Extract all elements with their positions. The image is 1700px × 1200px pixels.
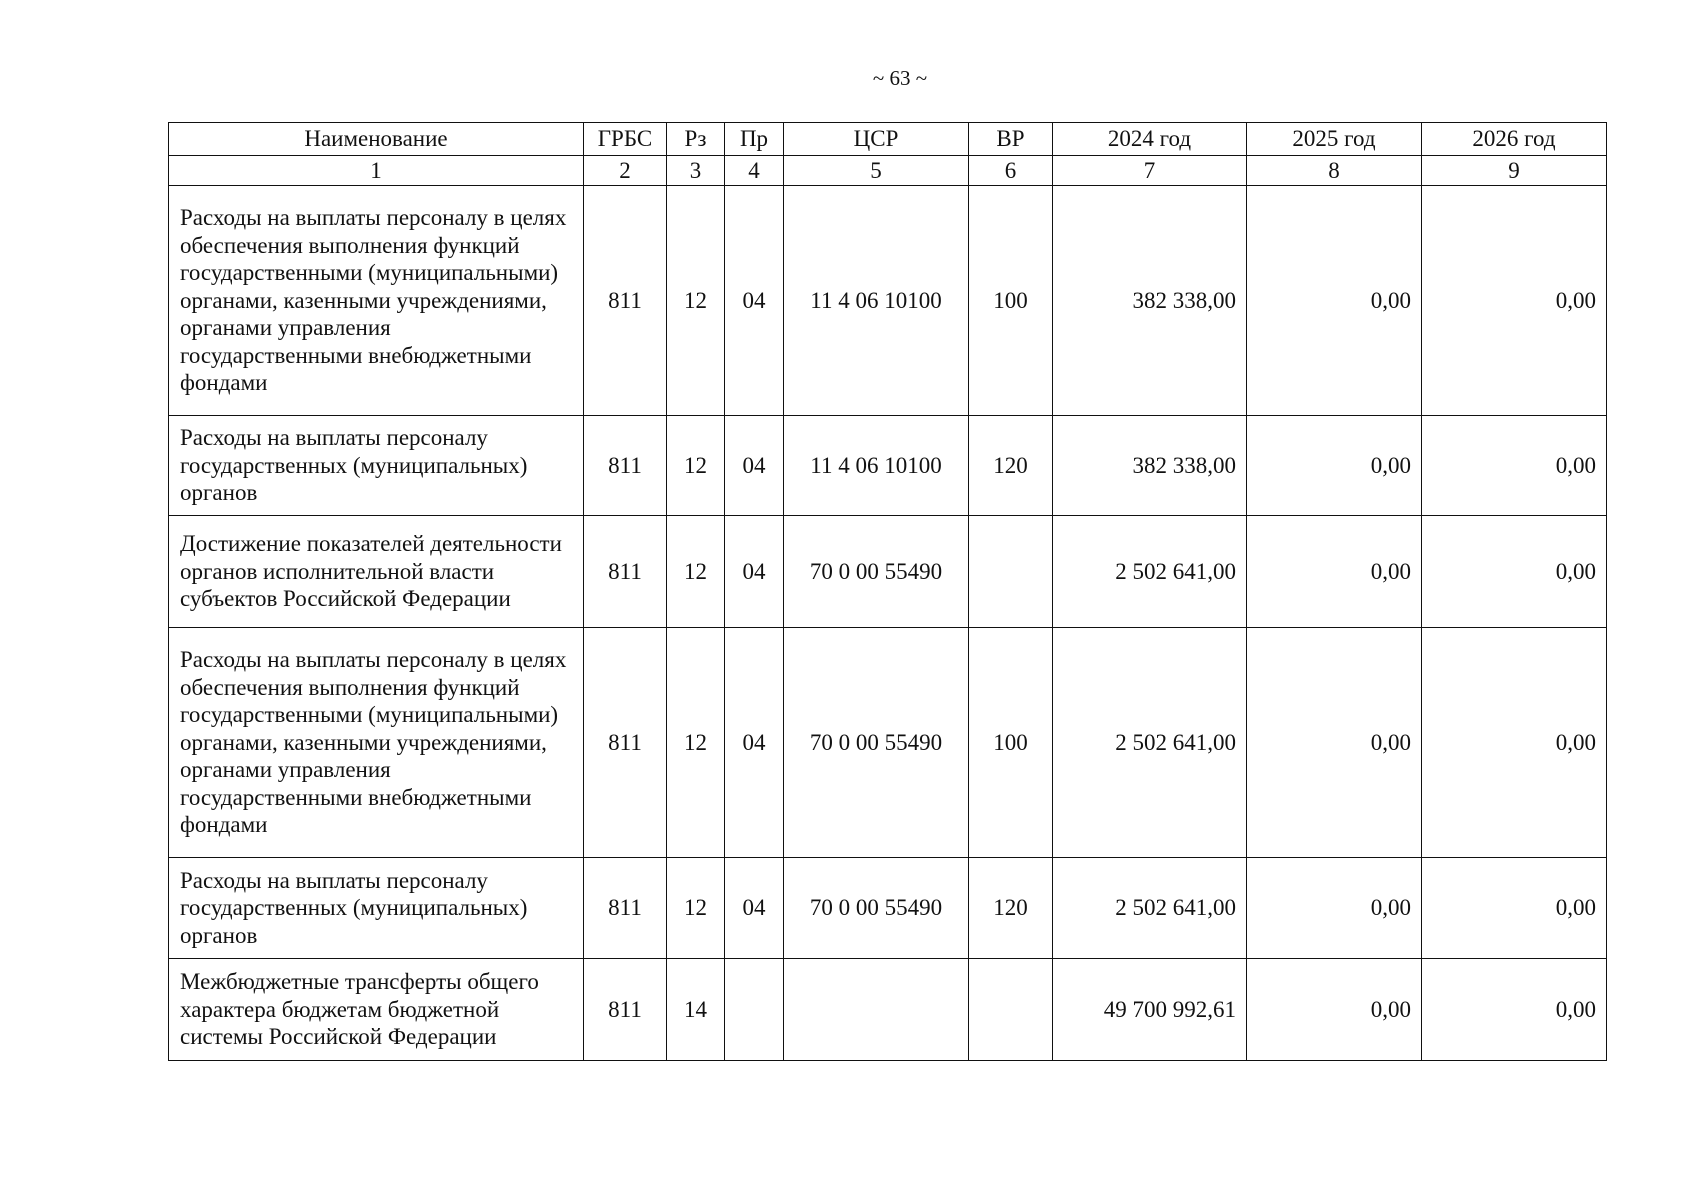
header-name: Наименование [169,123,584,156]
table-row [169,959,1607,1061]
header-pr: Пр [725,123,784,156]
cell-pr: 04 [725,416,784,516]
cell-csr: 70 0 00 55490 [784,858,969,959]
budget-table [168,122,1607,1061]
cell-grbs: 811 [584,858,667,959]
cell-grbs: 811 [584,416,667,516]
cell-rz: 12 [667,416,725,516]
table-row [169,416,1607,516]
cell-grbs: 811 [584,186,667,416]
column-number: 2 [584,156,667,186]
cell-2024: 2 502 641,00 [1053,516,1247,628]
column-number: 5 [784,156,969,186]
cell-rz: 12 [667,186,725,416]
cell-rz: 12 [667,628,725,858]
page-number: ~ 63 ~ [872,66,928,90]
cell-csr: 11 4 06 10100 [784,416,969,516]
cell-name: Достижение показателей деятельности органов исполнительной власти субъектов Российской Федерации [169,516,584,628]
cell-pr: 04 [725,516,784,628]
column-number-row [169,156,1607,186]
cell-2026: 0,00 [1422,628,1607,858]
cell-grbs: 811 [584,628,667,858]
cell-vr [969,959,1053,1061]
cell-2024: 382 338,00 [1053,186,1247,416]
cell-vr: 120 [969,416,1053,516]
cell-2026: 0,00 [1422,186,1607,416]
cell-grbs: 811 [584,516,667,628]
cell-2024: 2 502 641,00 [1053,858,1247,959]
column-number: 3 [667,156,725,186]
cell-2026: 0,00 [1422,959,1607,1061]
cell-2024: 2 502 641,00 [1053,628,1247,858]
header-row [169,123,1607,156]
header-2025: 2025 год [1247,123,1422,156]
column-number: 1 [169,156,584,186]
header-vr: ВР [969,123,1053,156]
cell-vr: 100 [969,628,1053,858]
cell-csr: 11 4 06 10100 [784,186,969,416]
cell-name: Расходы на выплаты персоналу государственных (муниципальных) органов [169,858,584,959]
header-2026: 2026 год [1422,123,1607,156]
cell-2025: 0,00 [1247,416,1422,516]
table-row [169,186,1607,416]
cell-pr: 04 [725,858,784,959]
column-number: 4 [725,156,784,186]
cell-vr: 100 [969,186,1053,416]
cell-pr: 04 [725,186,784,416]
table-row [169,516,1607,628]
cell-csr [784,959,969,1061]
cell-pr [725,959,784,1061]
cell-2024: 49 700 992,61 [1053,959,1247,1061]
cell-name: Расходы на выплаты персоналу в целях обеспечения выполнения функций государственными (муниципальными) органами, казенными учреждениями, органами управления государственными внебюджетными фондами [169,186,584,416]
cell-rz: 12 [667,516,725,628]
cell-2026: 0,00 [1422,858,1607,959]
cell-csr: 70 0 00 55490 [784,628,969,858]
cell-vr: 120 [969,858,1053,959]
column-number: 6 [969,156,1053,186]
header-csr: ЦСР [784,123,969,156]
cell-csr: 70 0 00 55490 [784,516,969,628]
cell-2026: 0,00 [1422,416,1607,516]
header-grbs: ГРБС [584,123,667,156]
cell-grbs: 811 [584,959,667,1061]
cell-2025: 0,00 [1247,628,1422,858]
cell-2025: 0,00 [1247,186,1422,416]
column-number: 9 [1422,156,1607,186]
cell-2025: 0,00 [1247,959,1422,1061]
column-number: 8 [1247,156,1422,186]
table-row [169,628,1607,858]
cell-2025: 0,00 [1247,858,1422,959]
cell-rz: 12 [667,858,725,959]
cell-name: Расходы на выплаты персоналу государственных (муниципальных) органов [169,416,584,516]
cell-pr: 04 [725,628,784,858]
cell-2026: 0,00 [1422,516,1607,628]
column-number: 7 [1053,156,1247,186]
cell-rz: 14 [667,959,725,1061]
cell-name: Расходы на выплаты персоналу в целях обеспечения выполнения функций государственными (муниципальными) органами, казенными учреждениями, органами управления государственными внебюджетными фондами [169,628,584,858]
cell-name: Межбюджетные трансферты общего характера бюджетам бюджетной системы Российской Федерации [169,959,584,1061]
cell-vr [969,516,1053,628]
cell-2025: 0,00 [1247,516,1422,628]
table-row [169,858,1607,959]
header-2024: 2024 год [1053,123,1247,156]
cell-2024: 382 338,00 [1053,416,1247,516]
header-rz: Рз [667,123,725,156]
